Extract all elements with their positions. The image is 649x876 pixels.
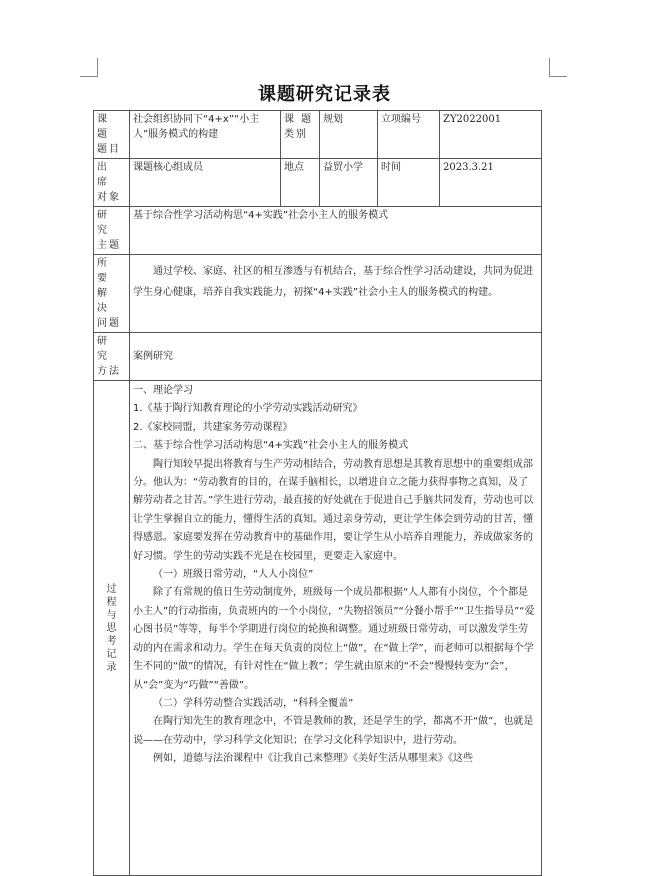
label-attendees: 出 席 对象 <box>94 159 130 207</box>
label-place: 地点 <box>281 159 320 207</box>
label-method: 研 究 方法 <box>94 333 130 381</box>
attendees-value: 课题核心组成员 <box>130 159 281 207</box>
label-process-char: 记 <box>106 648 117 660</box>
process-paragraph: 在陶行知先生的教育理念中，不管是教师的教，还是学生的学，都离不开“做”，也就是说——在劳动中，学习科学文化知识；在学习文化科学知识中，进行劳动。 <box>133 716 534 746</box>
process-paragraph: 陶行知较早提出将教育与生产劳动相结合，劳动教育思想是其教育思想中的重要组成部分。他认为：“劳动教育的目的，在谋手脑相长，以增进自立之能力获得事物之真知，及了解劳动者之甘苦。”学生进行劳动，最直接的好处就在于促进自己手脑共同发育，劳动也可以让学生掌握自立的能力，懂得生活的真知。通过亲身劳动，更让学生体会到劳动的甘苦，懂得感恩。家庭要发挥在劳动教育中的基础作用，要让学生从小培养自理能力，养成做家务的好习惯。学生的劳动实践不光是在校园里，更要走入家庭中。 <box>133 458 534 562</box>
theme-value: 基于综合性学习活动构思“4+实践”社会小主人的服务模式 <box>130 207 542 255</box>
label-process-char: 过 <box>106 583 117 595</box>
label-process <box>94 381 130 876</box>
problem-value <box>130 255 542 333</box>
process-line: 2.《家校同盟，共建家务劳动课程》 <box>133 421 293 433</box>
label-process-char: 思 <box>106 622 117 634</box>
row-topic <box>94 111 542 159</box>
process-line: 1.《基于陶行知教育理论的小学劳动实践活动研究》 <box>133 403 363 415</box>
category-value: 规划 <box>320 111 378 159</box>
page-title: 课题研究记录表 <box>258 84 391 105</box>
row-process <box>94 381 542 876</box>
process-paragraph: 除了有常规的值日生劳动制度外，班级每一个成员都根据“人人都有小岗位，个个都是小主人”的行动指南，负责班内的一个小岗位，“失物招领员”“分餐小帮手”“卫生指导员”“爱心图书员”等等，每半个学期进行岗位的轮换和调整。通过班级日常劳动，可以激发学生劳动的内在需求和动力。学生在每天负责的岗位上“做”，在“做上学”，而老师可以根据每个学生不同的“做”的情况，有针对性在“做上教”；学生就由原来的“不会”慢慢转变为“会”，从“会”变为“巧做”“善做”。 <box>133 587 535 691</box>
crop-mark-top-right <box>549 76 567 77</box>
row-theme <box>94 207 542 255</box>
label-process-char: 程 <box>106 596 117 608</box>
place-value: 益贸小学 <box>320 159 378 207</box>
row-method <box>94 333 542 381</box>
time-value: 2023.3.21 <box>440 159 542 207</box>
topic-value: 社会组织协同下“4+x”“小主人”服务模式的构建 <box>130 111 281 159</box>
process-line: 一、理论学习 <box>133 385 193 396</box>
label-topic: 课 题 题目 <box>94 111 130 159</box>
process-line: 二、基于综合性学习活动构思“4+实践”社会小主人的服务模式 <box>133 440 409 452</box>
label-project-no: 立项编号 <box>378 111 440 159</box>
problem-text: 通过学校、家庭、社区的相互渗透与有机结合，基于综合性学习活动建设，共同为促进学生身心健康，培养自我实践能力，初探“4+实践”社会小主人的服务模式的构建。 <box>133 266 533 298</box>
label-process-char: 考 <box>106 635 117 647</box>
project-no-value: ZY2022001 <box>440 111 542 159</box>
crop-mark-top-right-v <box>549 58 550 76</box>
record-table <box>93 110 542 876</box>
label-process-vertical <box>97 583 126 674</box>
crop-mark-top-left <box>80 76 98 77</box>
label-process-char: 录 <box>106 661 117 673</box>
label-time: 时间 <box>378 159 440 207</box>
row-problem <box>94 255 542 333</box>
process-content <box>130 381 542 876</box>
row-attendees <box>94 159 542 207</box>
process-paragraph: 例如，道德与法治课程中《让我自己来整理》《美好生活从哪里来》《这些 <box>153 753 473 765</box>
process-subheading: （一）班级日常劳动，“人人小岗位” <box>153 569 314 581</box>
label-theme: 研 究 主题 <box>94 207 130 255</box>
method-value: 案例研究 <box>130 333 542 381</box>
label-category: 课 题 类别 <box>281 111 320 159</box>
process-subheading: （二）学科劳动整合实践活动，“科科全覆盖” <box>153 697 354 709</box>
label-process-char: 与 <box>106 609 117 621</box>
crop-mark-top-left-v <box>97 58 98 76</box>
label-problem: 所 要 解 决 问题 <box>94 255 130 333</box>
